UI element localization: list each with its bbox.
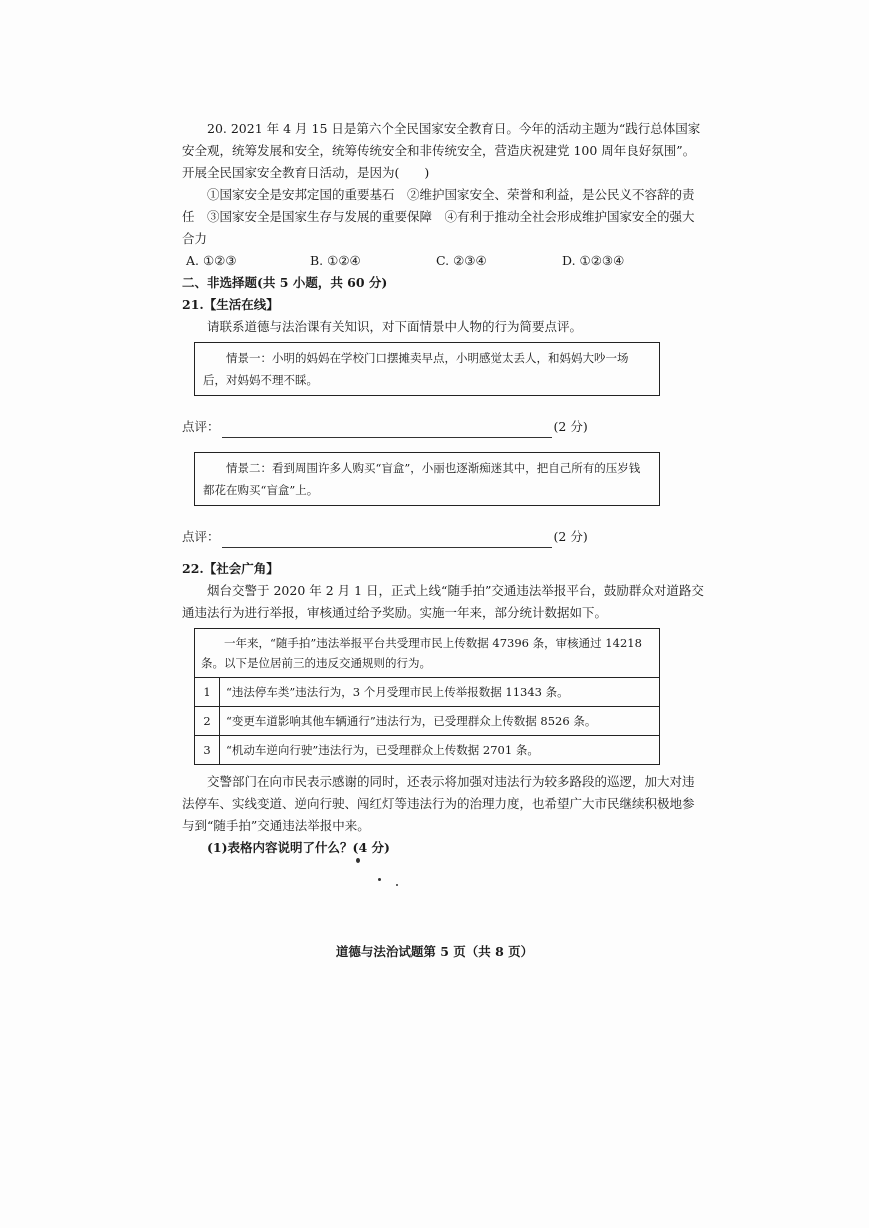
comment-label: 点评： [182, 529, 220, 544]
row-number: 1 [195, 678, 220, 707]
q20-option-a: A. ①②③ [186, 253, 237, 268]
scan-speck [396, 884, 398, 886]
scene-two-box: 情景二：看到周围许多人购买“盲盒”，小丽也逐渐痴迷其中，把自己所有的压岁钱都花在购买“盲盒”上。 [194, 452, 660, 506]
comment-label: 点评： [182, 419, 220, 434]
page-content [182, 118, 704, 859]
q20-statements: ①国家安全是安邦定国的重要基石 ②维护国家安全、荣誉和利益，是公民义不容辞的责任 ③国家安全是国家生存与发展的重要保障 ④有利于推动全社会形成维护国家安全的强大合力 [182, 187, 695, 246]
score-label: (2 分) [553, 529, 588, 544]
row-number: 3 [195, 736, 220, 765]
statistics-table [194, 628, 660, 765]
answer-line[interactable] [222, 423, 552, 438]
table-intro-cell: 一年来，“随手拍”违法举报平台共受理市民上传数据 47396 条，审核通过 14218 条。以下是位居前三的违反交通规则的行为。 [195, 629, 660, 678]
q20-option-d: D. ①②③④ [562, 253, 625, 268]
table-row [195, 736, 660, 765]
row-text: “机动车逆向行驶”违法行为，已受理群众上传数据 2701 条。 [220, 736, 660, 765]
q21-heading: 21.【生活在线】 [182, 297, 279, 312]
scan-speck [356, 858, 360, 863]
scan-speck [378, 878, 381, 881]
q20-options [182, 250, 704, 272]
q22-intro: 烟台交警于 2020 年 2 月 1 日，正式上线“随手拍”交通违法举报平台，鼓励群众对道路交通违法行为进行举报，审核通过给予奖励。实施一年来，部分统计数据如下。 [182, 583, 704, 620]
q22-heading: 22.【社会广角】 [182, 561, 279, 576]
q22-sub-question-1: (1)表格内容说明了什么？(4 分) [207, 840, 390, 855]
table-row [195, 629, 660, 678]
q21-prompt: 请联系道德与法治课有关知识，对下面情景中人物的行为简要点评。 [207, 319, 583, 334]
q20-option-c: C. ②③④ [436, 253, 487, 268]
table-row [195, 707, 660, 736]
row-text: “变更车道影响其他车辆通行”违法行为，已受理群众上传数据 8526 条。 [220, 707, 660, 736]
comment-row-2 [182, 526, 704, 548]
answer-line[interactable] [222, 533, 552, 548]
comment-row-1 [182, 416, 704, 438]
table-row [195, 678, 660, 707]
scene-one-box: 情景一：小明的妈妈在学校门口摆摊卖早点，小明感觉太丢人，和妈妈大吵一场后，对妈妈不理不睬。 [194, 342, 660, 396]
q20-stem: 20. 2021 年 4 月 15 日是第六个全民国家安全教育日。今年的活动主题为“践行总体国家安全观，统筹发展和安全，统筹传统安全和非传统安全，营造庆祝建党 100 周年良好氛围”。开展全民国家安全教育日活动，是因为( ) [182, 121, 701, 180]
section-two-title: 二、非选择题(共 5 小题，共 60 分) [182, 275, 388, 290]
row-number: 2 [195, 707, 220, 736]
q22-after-text: 交警部门在向市民表示感谢的同时，还表示将加强对违法行为较多路段的巡逻，加大对违法停车、实线变道、逆向行驶、闯红灯等违法行为的治理力度，也希望广大市民继续积极地参与到“随手拍”交通违法举报中来。 [182, 774, 695, 833]
row-text: “违法停车类”违法行为，3 个月受理市民上传举报数据 11343 条。 [220, 678, 660, 707]
q20-option-b: B. ①②④ [310, 253, 361, 268]
score-label: (2 分) [553, 419, 588, 434]
page-footer: 道德与法治试题第 5 页（共 8 页） [335, 944, 534, 959]
